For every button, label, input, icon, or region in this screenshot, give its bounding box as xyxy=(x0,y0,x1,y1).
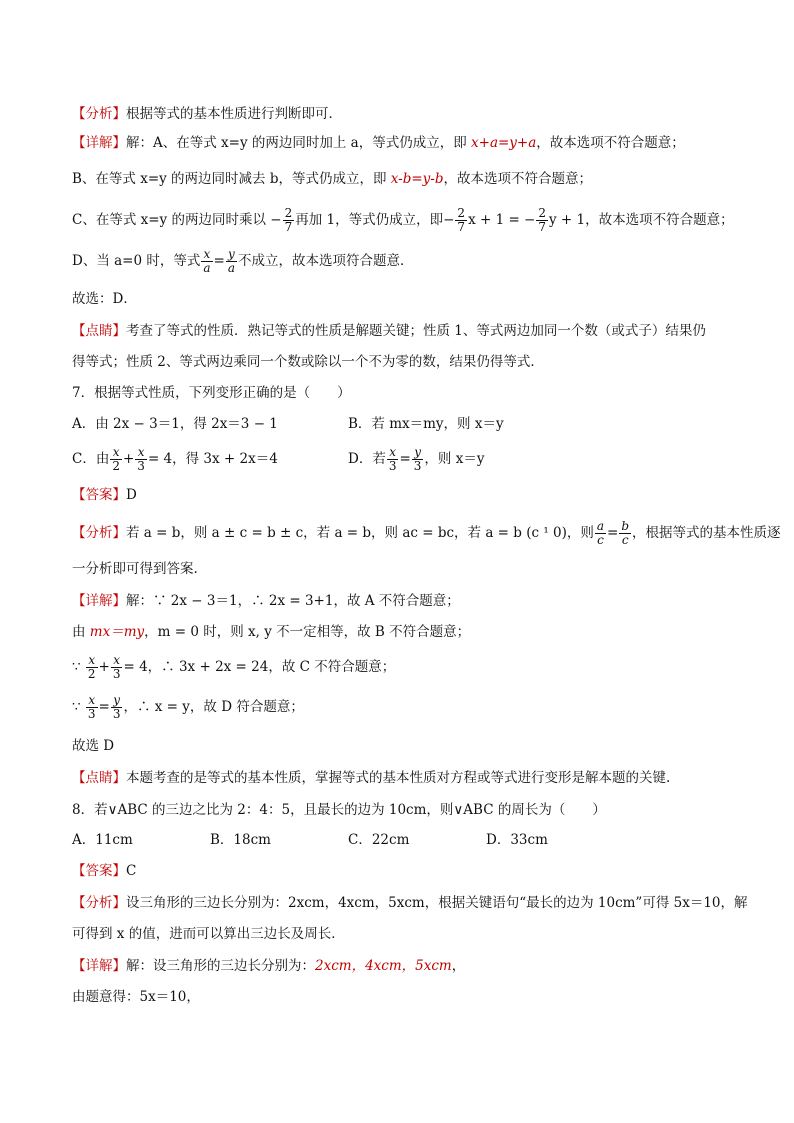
answer-value: D xyxy=(126,487,137,503)
fraction xyxy=(283,207,295,234)
fraction xyxy=(201,248,212,275)
q8-analysis-2: 可得到 x 的值，进而可以算出三边长及周长． xyxy=(72,926,345,942)
analysis-tag: 【分析】 xyxy=(72,895,126,911)
q8-detail-1 xyxy=(72,957,465,975)
fraction-den: 7 xyxy=(284,220,293,234)
detail-text-1b: ， xyxy=(451,958,466,974)
q8-option-d: D．33cm xyxy=(486,832,548,848)
q6-comment-2: 得等式；性质 2、等式两边乘同一个数或除以一个不为零的数，结果仍得等式． xyxy=(72,354,544,370)
q7-answer xyxy=(72,486,137,504)
fraction-den: 2 xyxy=(112,459,120,473)
q6-detail-a xyxy=(72,134,685,152)
fraction-num: x xyxy=(86,654,98,668)
option-d-suffix: ，则 x＝y xyxy=(424,451,485,467)
fraction-num: x xyxy=(135,446,147,460)
analysis-eq: = xyxy=(607,525,619,541)
detail-2-expr: mx＝my xyxy=(89,624,145,640)
fraction xyxy=(387,446,399,473)
fraction-den: a xyxy=(203,261,211,275)
fraction-den: 7 xyxy=(538,220,547,234)
fraction-den: 3 xyxy=(112,707,121,721)
detail-c-eq-sign: − xyxy=(443,212,455,228)
fraction-den: 3 xyxy=(413,459,422,473)
q7-analysis-2: 一分析即可得到答案. xyxy=(72,561,198,577)
fraction-den: 3 xyxy=(137,459,145,473)
q8-analysis-1 xyxy=(72,894,748,912)
fraction-num: b xyxy=(621,519,630,533)
fraction-num: 2 xyxy=(284,206,293,220)
fraction xyxy=(86,694,98,721)
option-c-suffix: = 4，得 3x + 2x＝4 xyxy=(147,451,278,467)
detail-3-suffix: = 4，∴ 3x + 2x = 24，故 C 不符合题意； xyxy=(123,659,396,675)
option-d-eq: = xyxy=(399,451,411,467)
fraction-den: 3 xyxy=(112,667,121,681)
fraction-num: x xyxy=(387,446,399,460)
detail-3-prefix: ∵ xyxy=(72,659,85,675)
fraction-den: a xyxy=(227,261,235,275)
q6-detail-d xyxy=(72,246,413,276)
q7-option-b: B．若 mx＝my，则 x＝y xyxy=(348,416,504,432)
q8-option-b: B．18cm xyxy=(210,832,271,848)
detail-c-mid: 再加 1，等式仍成立，即 xyxy=(295,212,444,228)
q8-answer xyxy=(72,862,136,880)
detail-b-expr: x-b=y-b xyxy=(390,171,444,187)
detail-tag: 【详解】 xyxy=(72,135,126,151)
detail-c-minus: − xyxy=(270,212,282,228)
option-d-prefix: D．若 xyxy=(348,451,386,467)
fraction-den: 3 xyxy=(87,707,96,721)
detail-d-tail: 不成立，故本选项符合题意． xyxy=(237,253,414,269)
q7-detail-4 xyxy=(72,692,304,722)
fraction-num: x xyxy=(111,654,123,668)
fraction-num: 2 xyxy=(457,206,466,220)
q7-option-a: A．由 2x − 3＝1，得 2x＝3 − 1 xyxy=(72,416,278,432)
option-c-prefix: C．由 xyxy=(72,451,110,467)
detail-tag: 【详解】 xyxy=(72,958,126,974)
fraction xyxy=(536,207,548,234)
q6-choice: 故选：D． xyxy=(72,291,137,307)
fraction xyxy=(619,520,631,547)
detail-tag: 【详解】 xyxy=(72,593,126,609)
detail-c-tail: ，故本选项不符合题意； xyxy=(585,212,734,228)
q8-detail-2: 由题意得：5x＝10， xyxy=(72,989,200,1005)
analysis-text-1: 若 a = b，则 a ± c = b ± c，若 a = b，则 ac = bc，若 a = b (c ¹ 0)，则 xyxy=(126,525,594,541)
q8-question: 8．若∨ABC 的三边之比为 2：4：5，且最长的边为 10cm，则∨ABC 的周长为（ ） xyxy=(72,802,606,818)
fraction-num: x xyxy=(110,446,122,460)
q7-question: 7．根据等式性质，下列变形正确的是（ ） xyxy=(72,385,351,401)
answer-value: C xyxy=(126,863,137,879)
fraction xyxy=(412,446,424,473)
q7-option-c xyxy=(72,444,278,474)
fraction xyxy=(111,654,123,681)
analysis-text-1: 设三角形的三边长分别为：2xcm，4xcm，5xcm，根据关键语句“最长的边为 10cm”可得 5x＝10，解 xyxy=(126,895,748,911)
q6-analysis xyxy=(72,105,342,123)
comment-text-1: 考查了等式的性质．熟记等式的性质是解题关键；性质 1、等式两边加同一个数（或式子）结果仍 xyxy=(126,323,706,339)
fraction-num: x xyxy=(86,694,98,708)
detail-b-text: B、在等式 x=y 的两边同时减去 b，等式仍成立，即 xyxy=(72,171,391,187)
fraction-num: a xyxy=(596,519,605,533)
detail-4-prefix: ∵ xyxy=(72,699,85,715)
fraction-den: c xyxy=(597,533,604,547)
fraction-den: 2 xyxy=(87,667,96,681)
fraction xyxy=(455,207,467,234)
detail-2-suffix: ，m = 0 时，则 x, y 不一定相等，故 B 不符合题意； xyxy=(144,624,471,640)
analysis-tag: 【分析】 xyxy=(72,106,126,122)
q8-option-a: A．11cm xyxy=(72,832,133,848)
analysis-tag: 【分析】 xyxy=(72,525,126,541)
fraction xyxy=(595,520,606,547)
option-c-plus: + xyxy=(122,451,135,467)
detail-4-suffix: ，∴ x = y，故 D 符合题意； xyxy=(123,699,304,715)
detail-d-eq: = xyxy=(213,253,225,269)
analysis-text: 根据等式的基本性质进行判断即可． xyxy=(126,106,342,122)
fraction-num: 2 xyxy=(538,206,547,220)
comment-text: 本题考查的是等式的基本性质，掌握等式的基本性质对方程或等式进行变形是解本题的关键. xyxy=(126,770,671,786)
fraction xyxy=(226,248,237,275)
q8-option-c: C．22cm xyxy=(348,832,410,848)
detail-c-text: C、在等式 x=y 的两边同时乘以 xyxy=(72,212,266,228)
answer-tag: 【答案】 xyxy=(72,487,126,503)
comment-tag: 【点睛】 xyxy=(72,323,126,339)
fraction-den: c xyxy=(621,533,629,547)
fraction xyxy=(110,446,122,473)
fraction-num: y xyxy=(226,248,237,262)
detail-b-tail: ，故本选项不符合题意； xyxy=(443,171,593,187)
fraction-den: 7 xyxy=(457,220,466,234)
fraction-den: 3 xyxy=(388,459,397,473)
detail-2-prefix: 由 xyxy=(72,624,90,640)
detail-3-plus: + xyxy=(98,659,110,675)
fraction-num: y xyxy=(111,694,123,708)
detail-4-eq: = xyxy=(98,699,110,715)
fraction-num: x xyxy=(201,248,212,262)
comment-tag: 【点睛】 xyxy=(72,770,126,786)
detail-c-eq-rhs: y + 1 xyxy=(549,212,586,228)
q7-detail-2 xyxy=(72,623,470,641)
analysis-text-2: ，根据等式的基本性质逐 xyxy=(632,525,781,541)
fraction-num: y xyxy=(412,446,424,460)
detail-d-text: D、当 a=0 时，等式 xyxy=(72,253,201,269)
answer-tag: 【答案】 xyxy=(72,863,126,879)
q7-analysis-1 xyxy=(72,518,781,548)
detail-text-1a: 解：设三角形的三边长分别为： xyxy=(126,958,315,974)
detail-text-1: 解：∵ 2x − 3＝1，∴ 2x = 3+1，故 A 不符合题意； xyxy=(126,593,460,609)
q7-option-d xyxy=(348,444,484,474)
fraction xyxy=(86,654,98,681)
q7-choice: 故选 D xyxy=(72,738,115,754)
detail-text-1-red: 2xcm，4xcm，5xcm xyxy=(315,958,452,974)
q6-detail-c xyxy=(72,205,734,235)
fraction xyxy=(111,694,123,721)
q7-detail-3 xyxy=(72,652,395,682)
q7-comment xyxy=(72,769,670,787)
detail-a-text: 解：A、在等式 x=y 的两边同时加上 a，等式仍成立，即 xyxy=(126,135,472,151)
fraction xyxy=(135,446,147,473)
detail-c-eq-lhs: x + 1 = − xyxy=(468,212,536,228)
q6-comment-1 xyxy=(72,322,706,340)
detail-a-expr: x+a=y+a xyxy=(471,135,537,151)
q7-detail-1 xyxy=(72,592,460,610)
detail-a-tail: ，故本选项不符合题意； xyxy=(536,135,685,151)
q6-detail-b xyxy=(72,170,592,188)
